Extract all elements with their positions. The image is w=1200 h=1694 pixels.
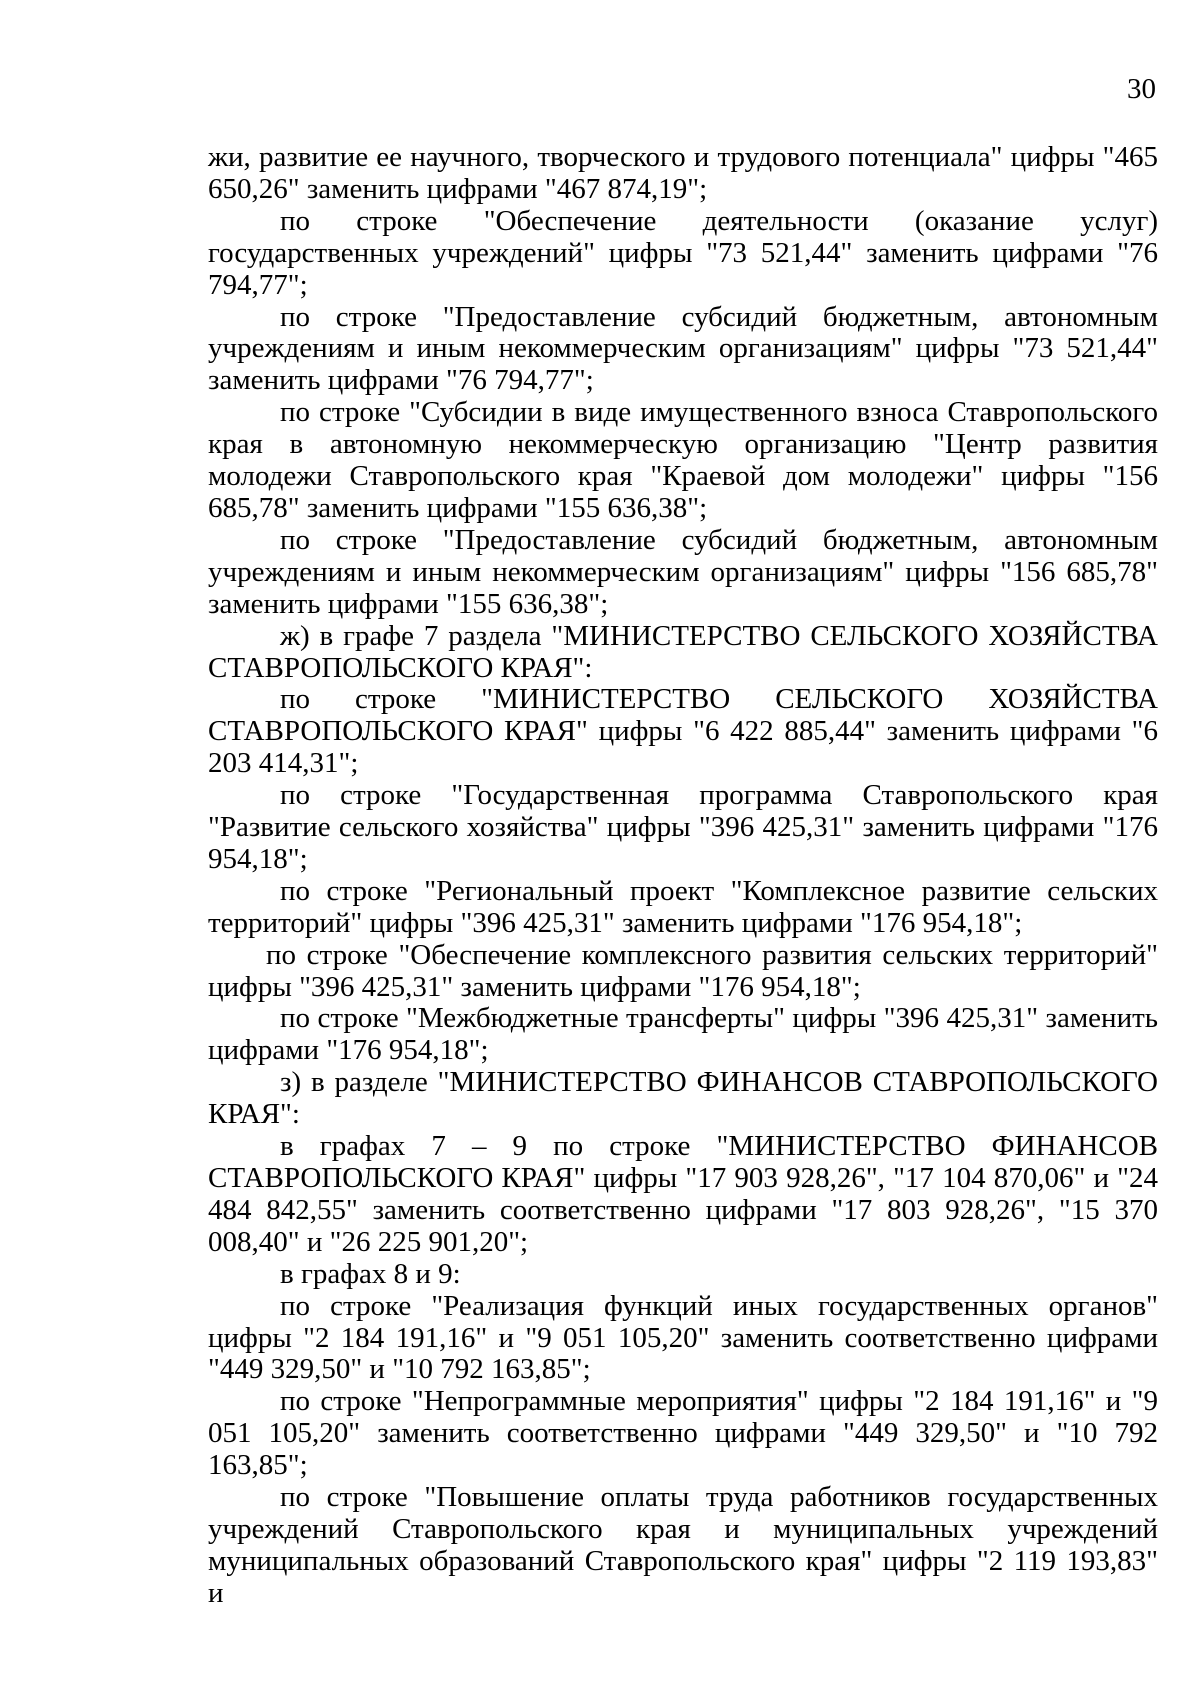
paragraph: по строке "Обеспечение деятельности (оказание услуг) государственных учреждений" цифры "73 521,44" заменить цифрами "76 794,77"; [208,204,1158,301]
paragraph: по строке "Реализация функций иных государственных органов" цифры "2 184 191,16" и "9 051 105,20" заменить соответственно цифрами "449 329,50" и "10 792 163,85"; [208,1289,1158,1386]
paragraph: по строке "Государственная программа Ставропольского края "Развитие сельского хозяйства" цифры "396 425,31" заменить цифрами "176 954,18"; [208,779,1158,875]
paragraph: по строке "Региональный проект "Комплексное развитие сельских территорий" цифры "396 425,31" заменить цифрами "176 954,18"; [208,874,1158,939]
paragraph: по строке "МИНИСТЕРСТВО СЕЛЬСКОГО ХОЗЯЙСТВА СТАВРОПОЛЬСКОГО КРАЯ" цифры "6 422 885,44" заменить цифрами "6 203 414,31"; [208,683,1158,780]
paragraph: по строке "Предоставление субсидий бюджетным, автономным учреждениям и иным некоммерческим организациям" цифры "156 685,78" заменить цифрами "155 636,38"; [208,523,1158,620]
document-body [208,142,1158,1610]
paragraph: в графах 8 и 9: [280,1257,461,1290]
paragraph: по строке "Обеспечение комплексного развития сельских территорий" цифры "396 425,31" заменить цифрами "176 954,18"; [208,938,1158,1003]
paragraph: по строке "Предоставление субсидий бюджетным, автономным учреждениям и иным некоммерческим организациям" цифры "73 521,44" заменить цифрами "76 794,77"; [208,300,1158,397]
paragraph-section-zh: ж) в графе 7 раздела "МИНИСТЕРСТВО СЕЛЬСКОГО ХОЗЯЙСТВА СТАВРОПОЛЬСКОГО КРАЯ": [208,619,1158,684]
paragraph: по строке "Субсидии в виде имущественного взноса Ставропольского края в автономную некоммерческую организацию "Центр развития молодежи Ставропольского края "Краевой дом молодежи" цифры "156 685,78" заменить цифрами "155 636,38"; [208,396,1158,524]
paragraph: по строке "Повышение оплаты труда работников государственных учреждений Ставропольского края и муниципальных учреждений муниципальных образований Ставропольского края" цифры "2 119 193,83" и [208,1481,1158,1609]
page-number: 30 [1127,73,1156,105]
paragraph: по строке "Непрограммные мероприятия" цифры "2 184 191,16" и "9 051 105,20" заменить соответственно цифрами "449 329,50" и "10 792 163,85"; [208,1385,1158,1482]
paragraph-section-z: з) в разделе "МИНИСТЕРСТВО ФИНАНСОВ СТАВРОПОЛЬСКОГО КРАЯ": [208,1066,1158,1131]
paragraph: в графах 7 – 9 по строке "МИНИСТЕРСТВО ФИНАНСОВ СТАВРОПОЛЬСКОГО КРАЯ" цифры "17 903 928,26", "17 104 870,06" и "24 484 842,55" заменить соответственно цифрами "17 803 928,26", "15 370 008,40" и "26 225 901,20"; [208,1130,1158,1258]
paragraph: по строке "Межбюджетные трансферты" цифры "396 425,31" заменить цифрами "176 954,18"; [208,1002,1158,1067]
paragraph-continuation: жи, развитие ее научного, творческого и трудового потенциала" цифры "465 650,26" заменить цифрами "467 874,19"; [208,141,1158,205]
